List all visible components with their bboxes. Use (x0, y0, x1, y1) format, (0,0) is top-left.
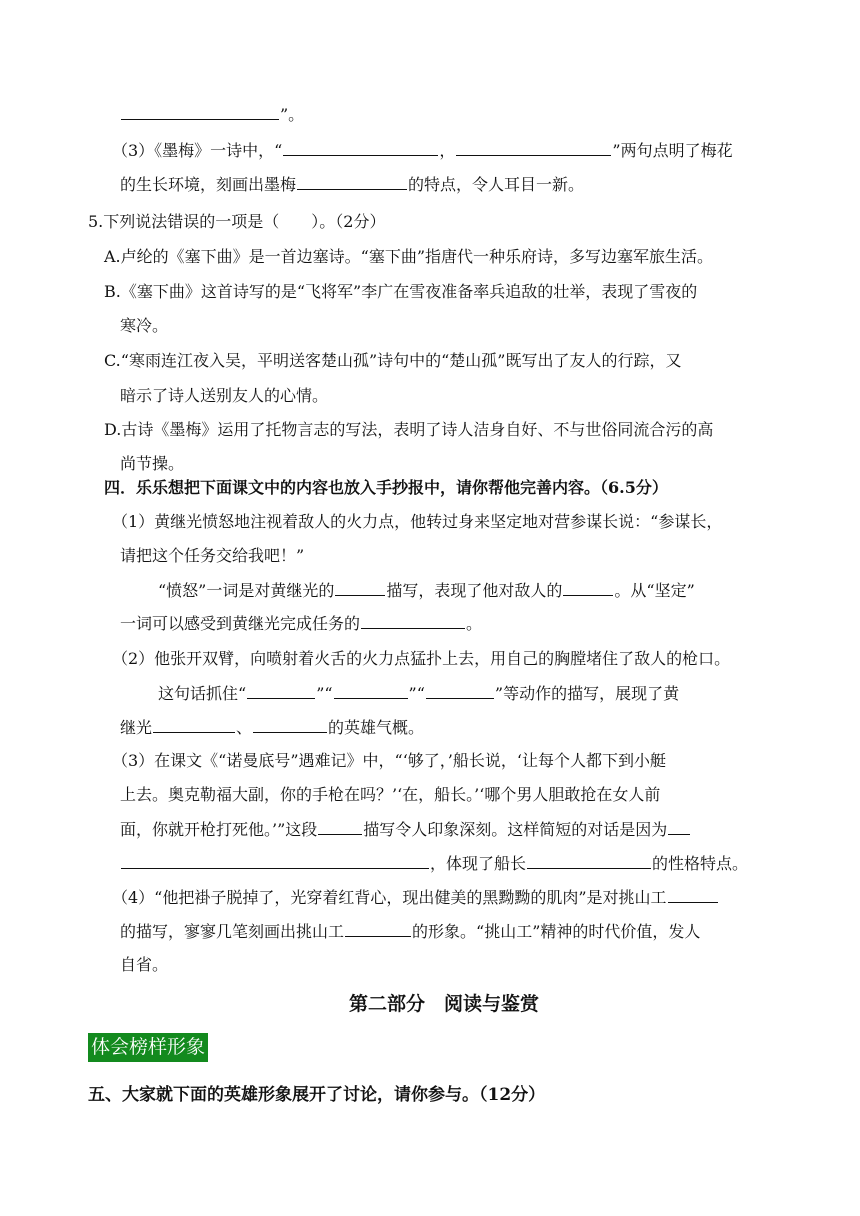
q4-item-3-line-1: （3）《墨梅》一诗中，“ ， ”两句点明了梅花 (112, 141, 733, 160)
section-4-heading: 四．乐乐想把下面课文中的内容也放入手抄报中，请你帮他完善内容。（6.5分） (104, 478, 668, 497)
s4-item-4-line-3: 自省。 (120, 955, 169, 974)
q5-option-d-line-2: 尚节操。 (120, 454, 185, 473)
s4-item-2-line-2: 这句话抓住“ ”“ ”“ ”等动作的描写，展现了黄 (158, 684, 680, 703)
s4-item-3-line-3: 面，你就开枪打死他。’”这段 描写令人印象深刻。这样简短的对话是因为 (120, 818, 691, 841)
blank[interactable] (297, 173, 407, 190)
s4-item-4-line-1: （4）“他把褂子脱掉了，光穿着红背心，现出健美的黑黝黝的肌肉”是对挑山工 (112, 886, 719, 909)
blank[interactable] (668, 818, 690, 835)
s4-item-1-line-2: 请把这个任务交给我吧！” (120, 546, 305, 565)
blank[interactable] (456, 139, 611, 156)
blank[interactable] (345, 920, 411, 937)
s4-item-4-line-2: 的描写，寥寥几笔刻画出挑山工 的形象。“挑山工”精神的时代价值，发人 (120, 922, 701, 941)
blank[interactable] (153, 716, 235, 733)
blank[interactable] (283, 139, 438, 156)
s4-item-3-line-4: ，体现了船长 的性格特点。 (120, 852, 748, 875)
s4-item-2-line-1: （2）他张开双臂，向喷射着火舌的火力点猛扑上去，用自己的胸膛堵住了敌人的枪口。 (112, 649, 731, 668)
blank[interactable] (668, 886, 718, 903)
q5-option-b-line-1: B.《塞下曲》这首诗写的是“飞将军”李广在雪夜准备率兵追敌的壮举，表现了雪夜的 (104, 282, 698, 301)
question-5-heading: 五、大家就下面的英雄形象展开了讨论，请你参与。（12分） (88, 1085, 546, 1105)
blank[interactable] (253, 716, 327, 733)
blank[interactable] (361, 612, 465, 629)
section-tag: 体会榜样形象 (88, 1033, 208, 1062)
blank[interactable] (563, 579, 613, 596)
s4-item-1-line-4: 一词可以感受到黄继光完成任务的 。 (120, 614, 483, 633)
s4-item-2-line-3: 继光 、 的英雄气概。 (120, 718, 425, 737)
blank[interactable] (121, 103, 279, 120)
s4-item-3-line-2: 上去。奥克勒福大副，你的手枪在吗？’‘在，船长。’‘哪个男人胆敢抢在女人前 (120, 785, 661, 804)
q5-option-a: A.卢纶的《塞下曲》是一首边塞诗。“塞下曲”指唐代一种乐府诗，多写边塞军旅生活。 (104, 247, 714, 266)
q4-item-3-line-2: 的生长环境，刻画出墨梅 的特点，令人耳目一新。 (120, 175, 585, 194)
s4-item-1-line-1: （1）黄继光愤怒地注视着敌人的火力点，他转过身来坚定地对营参谋长说：“参谋长， (112, 512, 723, 531)
q5-option-c-line-2: 暗示了诗人送别友人的心情。 (120, 386, 329, 405)
q5-option-c-line-1: C.“寒雨连江夜入吴，平明送客楚山孤”诗句中的“楚山孤”既写出了友人的行踪，又 (104, 351, 682, 370)
blank[interactable] (335, 579, 385, 596)
q5-stem: 5.下列说法错误的一项是（ ）。（2分） (88, 212, 386, 231)
blank[interactable] (426, 682, 494, 699)
blank[interactable] (334, 682, 408, 699)
q4-prev-line-end: ”。 (120, 103, 304, 126)
blank[interactable] (121, 852, 429, 869)
s4-item-3-line-1: （3）在课文《“诺曼底号”遇难记》中，“‘够了，’船长说，‘让每个人都下到小艇 (112, 751, 666, 770)
part-2-title: 第二部分 阅读与鉴赏 (349, 993, 540, 1015)
blank[interactable] (247, 682, 315, 699)
blank[interactable] (527, 852, 651, 869)
s4-item-1-line-3: “愤怒”一词是对黄继光的 描写，表现了他对敌人的 。从“坚定” (158, 581, 695, 600)
q5-option-d-line-1: D.古诗《墨梅》运用了托物言志的写法，表明了诗人洁身自好、不与世俗同流合污的高 (104, 420, 714, 439)
q5-option-b-line-2: 寒冷。 (120, 316, 169, 335)
blank[interactable] (318, 818, 362, 835)
